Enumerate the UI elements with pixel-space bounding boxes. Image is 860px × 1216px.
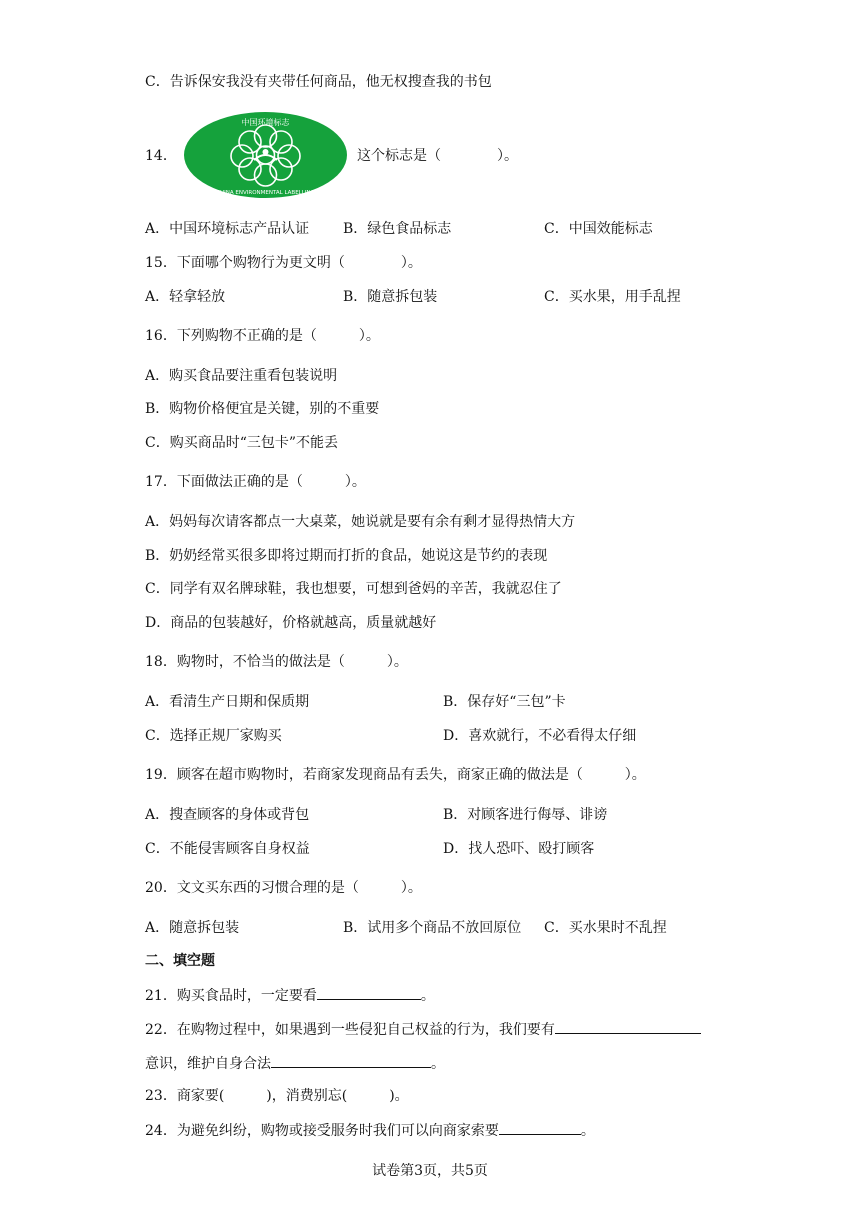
q22-blank-1[interactable] <box>555 1019 701 1034</box>
q22-line1 <box>145 1019 701 1040</box>
q21-end: 。 <box>420 988 435 1004</box>
q19-stem: 19．顾客在超市购物时，若商家发现商品有丢失，商家正确的做法是（ ）。 <box>145 767 646 783</box>
q21 <box>145 985 435 1006</box>
q24 <box>145 1120 595 1141</box>
q22-text-b: 意识，维护自身合法 <box>145 1056 271 1072</box>
q22-end: 。 <box>431 1056 445 1072</box>
q14-option-a: A．中国环境标志产品认证 <box>145 221 310 237</box>
q21-blank[interactable] <box>317 985 421 1000</box>
q20-option-a: A．随意拆包装 <box>145 920 240 936</box>
q20-option-c: C．买水果时不乱捏 <box>544 920 667 936</box>
q20-stem: 20．文文买东西的习惯合理的是（ ）。 <box>145 880 422 896</box>
q19-option-c: C．不能侵害顾客自身权益 <box>145 841 310 857</box>
q18-option-c: C．选择正规厂家购买 <box>145 728 282 744</box>
q18-stem: 18．购物时，不恰当的做法是（ ）。 <box>145 654 408 670</box>
q18-option-a: A．看清生产日期和保质期 <box>145 694 310 710</box>
q17-option-d: D．商品的包装越好，价格就越高，质量就越好 <box>145 615 437 631</box>
q24-text: 24．为避免纠纷，购物或接受服务时我们可以向商家索要 <box>145 1123 499 1139</box>
q15-option-c: C．买水果，用手乱捏 <box>544 289 681 305</box>
q22-blank-2[interactable] <box>271 1053 431 1068</box>
q17-stem: 17．下面做法正确的是（ ）。 <box>145 474 366 490</box>
q18-option-d: D．喜欢就行，不必看得太仔细 <box>443 728 637 744</box>
q20-option-b: B．试用多个商品不放回原位 <box>343 920 522 936</box>
q17-option-c: C．同学有双名牌球鞋，我也想要，可想到爸妈的辛苦，我就忍住了 <box>145 581 562 597</box>
china-environmental-labelling-logo <box>184 112 347 198</box>
q21-text: 21．购买食品时，一定要看 <box>145 988 317 1004</box>
q16-option-a: A．购买食品要注重看包装说明 <box>145 368 338 384</box>
q14-option-b: B．绿色食品标志 <box>343 221 452 237</box>
q16-option-b: B．购物价格便宜是关键，别的不重要 <box>145 401 380 417</box>
page-footer: 试卷第3页，共5页 <box>372 1163 488 1179</box>
q24-end: 。 <box>580 1123 595 1139</box>
q23: 23．商家要( )，消费别忘( )。 <box>145 1088 409 1104</box>
svg-text:中国环境标志: 中国环境标志 <box>241 118 290 127</box>
q22-line2 <box>145 1053 445 1074</box>
svg-text:CHINA ENVIRONMENTAL LABELLING: CHINA ENVIRONMENTAL LABELLING <box>216 190 315 196</box>
q15-option-b: B．随意拆包装 <box>343 289 438 305</box>
q16-stem: 16．下列购物不正确的是（ ）。 <box>145 328 380 344</box>
q14-stem: 这个标志是（ ）。 <box>357 148 518 164</box>
q17-option-b: B．奶奶经常买很多即将过期而打折的食品，她说这是节约的表现 <box>145 548 548 564</box>
q16-option-c: C．购买商品时“三包卡”不能丢 <box>145 435 339 451</box>
q15-stem: 15．下面哪个购物行为更文明（ ）。 <box>145 255 422 271</box>
q22-text-a: 22．在购物过程中，如果遇到一些侵犯自己权益的行为，我们要有 <box>145 1022 555 1038</box>
q13-option-c: C．告诉保安我没有夹带任何商品，他无权搜查我的书包 <box>145 74 492 90</box>
q19-option-b: B．对顾客进行侮辱、诽谤 <box>443 807 608 823</box>
q19-option-d: D．找人恐吓、殴打顾客 <box>443 841 595 857</box>
q17-option-a: A．妈妈每次请客都点一大桌菜，她说就是要有余有剩才显得热情大方 <box>145 514 576 530</box>
q19-option-a: A．搜查顾客的身体或背包 <box>145 807 310 823</box>
q15-option-a: A．轻拿轻放 <box>145 289 226 305</box>
q18-option-b: B．保存好“三包”卡 <box>443 694 566 710</box>
q14-option-c: C．中国效能标志 <box>544 221 653 237</box>
section-title: 二、填空题 <box>145 953 215 969</box>
q14-number: 14． <box>145 148 177 164</box>
q24-blank[interactable] <box>499 1120 581 1135</box>
